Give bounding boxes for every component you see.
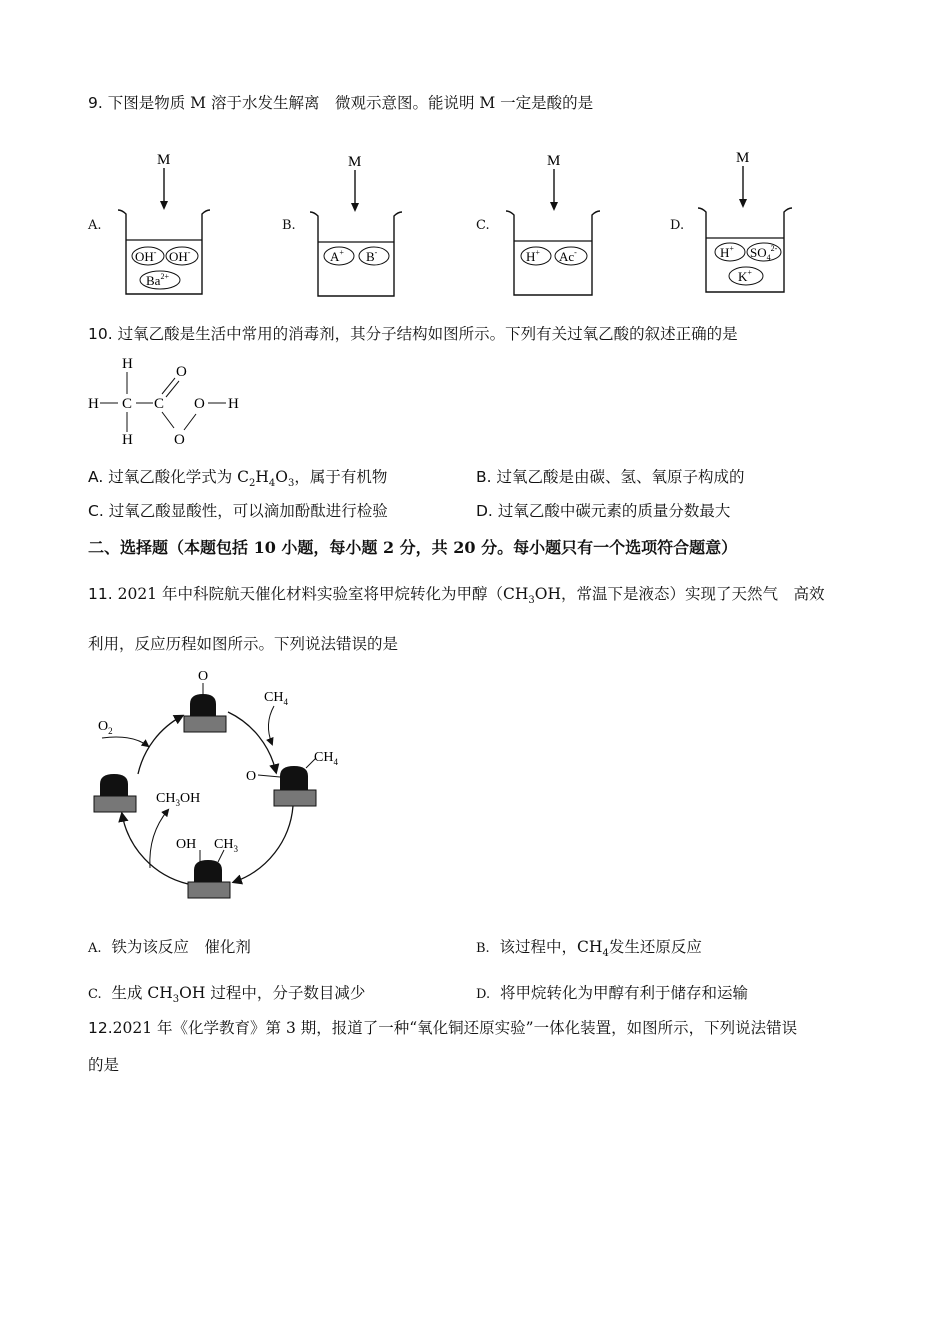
atom-o-hydroxyl: O bbox=[194, 396, 205, 412]
ion-b: B- bbox=[366, 248, 378, 264]
q9-option-a-letter: A. bbox=[88, 218, 102, 233]
peracetic-acid-structure bbox=[86, 352, 256, 452]
beaker-d-label: M bbox=[736, 150, 750, 166]
beaker-c-diagram bbox=[502, 147, 602, 299]
q12-stem-line1: 12.2021 年《化学教育》第 3 期，报道了一种“氧化铜还原实验”一体化装置，如图所示，下列说法错误 bbox=[88, 1019, 798, 1037]
q12-number: 12. bbox=[88, 1019, 113, 1037]
q11-option-c: C. 生成 $CH_3OH$ 过程中，分子数目减少 bbox=[88, 984, 366, 1006]
q10-option-c: C. 过氧乙酸显酸性，可以滴加酚酞进行检验 bbox=[88, 502, 388, 520]
q9-stem: 9. 下图是物质 M 溶于水发生解离 微观示意图。能说明 M 一定是酸的是 bbox=[88, 94, 594, 112]
atom-c-2: C bbox=[154, 396, 165, 412]
q9-number: 9. bbox=[88, 94, 103, 112]
section-2-heading: 二、选择题（本题包括 10 小题，每小题 2 分，共 20 分。每小题只有一个选项符合题意） bbox=[88, 538, 738, 557]
beaker-a-diagram bbox=[112, 146, 212, 298]
beaker-d-diagram bbox=[696, 144, 796, 296]
label-ch4-b: $CH_4$ bbox=[314, 750, 338, 767]
beaker-a-label: M bbox=[157, 152, 171, 168]
atom-c-1: C bbox=[122, 396, 133, 412]
ion-oh-1: OH- bbox=[135, 248, 157, 264]
catalytic-cycle-diagram bbox=[90, 664, 360, 904]
label-ch4-a: $CH_4$ bbox=[264, 690, 288, 707]
ion-h-d: H+ bbox=[720, 244, 734, 260]
atom-o-peroxy: O bbox=[174, 432, 185, 448]
ion-k: K+ bbox=[738, 268, 752, 284]
label-ch3oh: $CH_3OH$ bbox=[156, 791, 201, 808]
ion-a: A+ bbox=[330, 248, 344, 264]
label-o2: $O_2$ bbox=[98, 719, 113, 736]
q9-option-d-letter: D. bbox=[670, 218, 685, 233]
q10-option-b: B. 过氧乙酸是由碳、氢、氧原子构成的 bbox=[476, 468, 745, 486]
ion-oh-2: OH- bbox=[169, 248, 191, 264]
atom-o-carbonyl: O bbox=[176, 364, 187, 380]
q11-option-d: D. 将甲烷转化为甲醇有利于储存和运输 bbox=[476, 984, 748, 1002]
q11-option-b: B. 该过程中，$CH_4$发生还原反应 bbox=[476, 938, 702, 960]
q10-number: 10. bbox=[88, 325, 113, 343]
label-ch3: $CH_3$ bbox=[214, 837, 238, 854]
q9-option-c-letter: C. bbox=[476, 218, 490, 233]
label-oh: OH bbox=[176, 837, 197, 852]
atom-h-left: H bbox=[88, 396, 99, 412]
beaker-b-label: M bbox=[348, 154, 362, 170]
beaker-c-label: M bbox=[547, 153, 561, 169]
label-o-right: O bbox=[246, 769, 257, 784]
q12-stem-line2: 的是 bbox=[88, 1056, 120, 1074]
q11-stem-line1: 11. 2021 年中科院航天催化材料实验室将甲烷转化为甲醇（$CH_3OH$，常温下是液态）实现了天然气 高效 bbox=[88, 585, 825, 607]
ion-so4: $SO_4^{2-}$ bbox=[750, 244, 778, 262]
atom-h-right: H bbox=[228, 396, 239, 412]
ion-ba: $Ba^{2+}$ bbox=[146, 272, 169, 288]
q10-option-a: A. 过氧乙酸化学式为 $C_2H_4O_3$，属于有机物 bbox=[88, 468, 388, 490]
q9-option-b-letter: B. bbox=[282, 218, 296, 233]
q11-option-a: A. 铁为该反应 催化剂 bbox=[88, 938, 251, 956]
ion-ac: Ac- bbox=[559, 248, 577, 264]
q10-option-d: D. 过氧乙酸中碳元素的质量分数最大 bbox=[476, 502, 731, 520]
q11-stem-line2: 利用，反应历程如图所示。下列说法错误的是 bbox=[88, 635, 399, 653]
label-o-top: O bbox=[198, 669, 209, 684]
q11-number: 11. bbox=[88, 585, 113, 603]
ion-h: H+ bbox=[526, 248, 540, 264]
atom-h-top: H bbox=[122, 356, 133, 372]
beaker-b-diagram bbox=[306, 148, 406, 300]
q10-stem: 10. 过氧乙酸是生活中常用的消毒剂，其分子结构如图所示。下列有关过氧乙酸的叙述正确的是 bbox=[88, 325, 738, 343]
atom-h-bottom: H bbox=[122, 432, 133, 448]
